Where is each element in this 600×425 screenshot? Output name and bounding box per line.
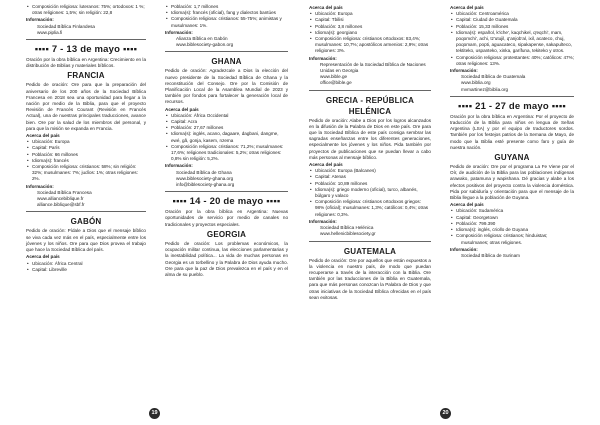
divider — [26, 39, 146, 40]
facts-label: Acerca del país — [26, 254, 60, 260]
fact-item: • Capital: Ciudad de Guatemala — [450, 17, 574, 23]
address-link[interactable]: www.biblia.org — [461, 80, 491, 86]
address-link[interactable]: www.alliancebiblique.fr — [37, 196, 84, 202]
prayer-request: Pedido de oración: Ore por aquellos que están expuestos a la violencia en nuestro país, de modo que puedan recuperarse a través de la interacción con la Biblia. Ore también por las traducciones de la Biblia en Guatemala, para que más personas conozcan la Palabra de Dios y que otras iniciativas de la Sociedad Bíblica ofrecidas en el país sean exitosas. — [309, 257, 431, 300]
country-title: GRECIA - REPÚBLICA HELÉNICA — [325, 95, 415, 116]
address-line: Sociedad Bíblica Helénica — [320, 225, 374, 231]
address-line: Sociedad Bíblica de Guatemala — [461, 74, 526, 80]
fact-item: • Capital: Atenas — [309, 174, 431, 180]
fact-item: • Población: 66 millones — [26, 152, 146, 158]
column-1 — [26, 4, 146, 273]
fact-item: • Capital: París — [26, 145, 146, 151]
address-line: Sociedad Bíblica Francesa — [37, 189, 92, 195]
address-link[interactable]: www.bible.ge — [320, 74, 348, 80]
fact-item: • Población: 3,8 millones — [309, 24, 431, 30]
divider — [165, 191, 288, 192]
facts-label: Acerca del país — [26, 133, 60, 139]
fact-item: • Ubicación: África Occidental — [165, 113, 288, 119]
fact-item: • Población: 1,7 millones — [165, 4, 288, 10]
gabon-facts-list — [26, 261, 146, 273]
fact-item: • Composición religiosa: cristianos: 58%; sin religión: 32%; musulmanes: 7%; judíos: 1%; otras religiones: 2%. — [26, 164, 146, 183]
georgia-facts-list — [309, 11, 431, 54]
fact-item: • Capital: Tbilisi — [309, 17, 431, 23]
address-email[interactable]: alliance.biblique@sbf.fr — [37, 202, 85, 208]
info-label: Información: — [450, 68, 478, 74]
guyana-facts-list — [450, 208, 574, 239]
fact-item: • Capital: Georgetown — [450, 215, 574, 221]
info-label: Información: — [309, 218, 337, 224]
france-facts-list — [26, 139, 146, 182]
fact-item: • Composición religiosa: protestantes: 40%; católicos: 47%; otras religiones: 13%. — [450, 55, 574, 67]
page-number-right: 20 — [440, 408, 451, 419]
info-label: Información: — [165, 29, 193, 35]
fact-item: • Composición religiosa: cristianos: 55-75%; animistas y musulmanes: 1%. — [165, 16, 288, 28]
address-line: Sociedad Bíblica de Ghana — [176, 169, 232, 175]
country-title: GABÓN — [70, 217, 102, 227]
week-heading: ▪▪▪▪ 7 - 13 de mayo ▪▪▪▪ — [34, 44, 138, 56]
country-title: GUATEMALA — [343, 246, 397, 256]
country-title: GUYANA — [494, 153, 530, 163]
info-label: Información: — [309, 55, 337, 61]
address-email[interactable]: mvmartinez@biblia.org — [461, 86, 509, 92]
divider — [165, 51, 288, 52]
ghana-facts-list — [165, 113, 288, 163]
fact-item: • Ubicación: Europa — [26, 139, 146, 145]
fact-item: • Composición religiosa: cristianos: 71,2%; musulmanes: 17,6%; religiones tradicionales: 5,2%; otras religiones: 0,8% sin religión: 5,2%. — [165, 144, 288, 163]
argentina-intro: Oración por la obra bíblica en Argentina: Por el proyecto de traducción de la Biblia para niños en lengua de Señas Argentina (LSA) y por el equipo de traductores sordos. También por los festejos patrios de la Semana de Mayo, de modo que la Biblia esté presente como faro y guía de nuestra nación. — [450, 113, 574, 150]
gabon-facts-list — [165, 4, 288, 29]
fact-item: • Población: 10,89 millones — [309, 181, 431, 187]
fact-item: • Población: 27,67 millones — [165, 125, 288, 131]
address-email[interactable]: info@biblesociety-ghana.org — [176, 182, 235, 188]
fact-item: • Ubicación: Europa — [309, 11, 431, 17]
column-4 — [450, 4, 574, 259]
prayer-request: Pedido de oración: Ore para que la preparación del aniversario de los 200 años de la Sociedad Bíblica Francesa en 2018 sea una oportunidad para llegar a la nación por medio de la Biblia, para que el proyecto Revisión de Francés Courant (Revisión en Francés Actual), una de nuestras principales traducciones, avance bien. Ore por la salud de los miembros del personal, y para que la misión se expanda en Francia. — [26, 82, 146, 131]
address-link[interactable]: www.hellenicbiblesociety.gr — [320, 231, 376, 237]
column-2 — [165, 4, 288, 278]
country-title: FRANCIA — [67, 71, 105, 81]
address-line: Representación de la Sociedad Bíblica de Naciones Unidas en Georgia — [320, 61, 426, 74]
fact-item: • Idioma(s): griego moderno (oficial), turco, albanés, búlgaro y valaco — [309, 187, 431, 199]
column-3 — [309, 4, 431, 301]
fact-item: • Idioma(s): español, k'iche', kaqchikel, q'eqchi', mam, poqomchi', achi, tz'utujil, q'anjob'al, ixil, acateco, chuj, poqomam, popti, aguacateco, sipakapense, sakapulteco, tektiteko, uspanteko, xinka, garífuna, tekiteko y otros. — [450, 30, 574, 55]
address-link[interactable]: www.biblesociety-gabon.org — [176, 42, 234, 48]
guatemala-facts-list — [450, 11, 574, 67]
address-email[interactable]: office@bible.ge — [320, 80, 352, 86]
prayer-request: Pedido de oración: Agradezcale a Dios la elección del nuevo presidente de la Sociedad Bíblica de Ghana y la reconstitución del Consejo. Ore por la Comisión de Planificación Local de la Asamblea Mundial de 2023 y también por fondos para fortalecer la generación local de recursos. — [165, 68, 288, 105]
fact-item: • Idioma(s): georgiano — [309, 30, 431, 36]
prayer-request: Pedido de oración: Alabe a Dios por los logros alcanzados en la difusión de la Palabra de Dios en este país. Ore para que la Sociedad Bíblica de este país consiga sembrar las sagradas enseñanzas entre los diferentes generaciones, especialmente los jóvenes y los niños. Pida también por proyectos de publicaciones que se puedan llevar a cabo más personas al mensaje bíblico. — [309, 117, 431, 160]
argentina-intro: Oración por la obra bíblica en Argentina: Crecimiento en la distribución de Biblias y materiales bíblicos. — [26, 57, 146, 69]
address-line: Alianza Bíblica en Gabón — [176, 36, 228, 42]
week-heading: ▪▪▪▪ 14 - 20 de mayo ▪▪▪▪ — [172, 196, 281, 208]
fact-item: • Ubicación: África Central — [26, 261, 146, 267]
info-label: Información: — [450, 246, 478, 252]
facts-label: Acerca del país — [450, 202, 484, 208]
fact-item: • Ubicación: Centroamérica — [450, 11, 574, 17]
fact-item: • Composición religiosa: luteranos: 75%; ortodoxos: 1 %; otras religiones: 1,5%; sin religión: 22,8 — [26, 4, 146, 16]
fact-item: • Ubicación: Europa (Balcanes) — [309, 168, 431, 174]
facts-continuation: musulmanes; otras religiones. — [461, 239, 523, 245]
page-number-left: 19 — [149, 408, 160, 419]
fact-item: • Idioma(s): inglés, acano, dagaare, dagbani, dangme, ewé, gã, gonja, kasem, nzema — [165, 131, 288, 143]
info-label: Información: — [165, 163, 193, 169]
address-link[interactable]: www.piplia.fi — [37, 29, 63, 35]
fact-item: • Ubicación: Sudamérica — [450, 208, 574, 214]
prayer-request: Pedido de oración: Ore por el programa La Fe Viene por el Oír, de audición de la Biblia para las poblaciones indígenas arawako, patamuna y wapishana. Dé gracias y alabe a los efectos positivos del proyecto contra la violencia doméstica. Pida por sabiduría y orientación para que el mensaje de la Biblia llegue a la población de Guyana. — [450, 164, 574, 201]
divider — [450, 96, 574, 97]
info-label: Información: — [26, 17, 54, 23]
fact-item: • Capital: Acra — [165, 119, 288, 125]
info-label: Información: — [26, 183, 54, 189]
fact-item: • Capital: Libreville — [26, 267, 146, 273]
finland-facts-list — [26, 4, 146, 16]
facts-label: Acerca del país — [309, 5, 343, 10]
fact-item: • Composición religiosa: cristianos ortodoxos: 83,4%; musulmanes: 10,7%; apostólicos armenios: 2,9%; otras religiones: 3%. — [309, 36, 431, 55]
fact-item: • Composición religiosa: cristianos ortodoxos griegos: 98% (oficial); musulmanes: 1,3%; católicos: 0,4%; otras religiones: 0,3%. — [309, 199, 431, 218]
prayer-request: Pedido de oración: Pídale a Dios que el mensaje bíblico se viva cada vez más en el país, especialmente entre los jóvenes y los niños. Ore para que Dios provea el trabajo que hace la Sociedad Bíblica del país. — [26, 228, 146, 253]
fact-item: • Idioma(s): inglés, criollo de Guyana — [450, 227, 574, 233]
prayer-request: Pedido de oración: Los problemas económicos, la ocupación militar continua, las elecciones parlamentarias y la inestabilidad política... La vida de muchas personas en Georgia es un torbellino y la Palabra de Dios ayuda mucho. Ore para que la paz de Dios prevalezca en el país y en el alma de su pueblo. — [165, 240, 288, 277]
fact-item: • Población: 799.390 — [450, 221, 574, 227]
greece-facts-list — [309, 168, 431, 218]
facts-label: Acerca del país — [165, 106, 199, 112]
divider — [309, 90, 431, 91]
facts-label: Acerca del país — [450, 5, 484, 10]
address-link[interactable]: www.biblesociety-ghana.org — [176, 175, 234, 181]
divider — [26, 211, 146, 212]
country-title: GEORGIA — [206, 229, 247, 239]
divider — [309, 241, 431, 242]
fact-item: • Composición religiosa: cristianos; hinduistas; — [450, 233, 574, 239]
argentina-intro: Oración por la obra bíblica en Argentina: Nuevas oportunidades de servicio por medio de canales no tradicionales y proyectos especiales. — [165, 209, 288, 227]
country-title: GHANA — [211, 57, 242, 67]
week-heading: ▪▪▪▪ 21 - 27 de mayo ▪▪▪▪ — [458, 100, 566, 112]
fact-item: • Idioma(s): francés (oficial), fang y dialectos bantúes — [165, 10, 288, 16]
facts-label: Acerca del país — [309, 162, 343, 168]
fact-item: • Idioma(s): francés — [26, 158, 146, 164]
address-line: Sociedad Bíblica Finlandesa — [37, 23, 95, 29]
address-line: Sociedad Bíblica de Surinam — [461, 252, 520, 258]
fact-item: • Población: 15,33 millones — [450, 24, 574, 30]
